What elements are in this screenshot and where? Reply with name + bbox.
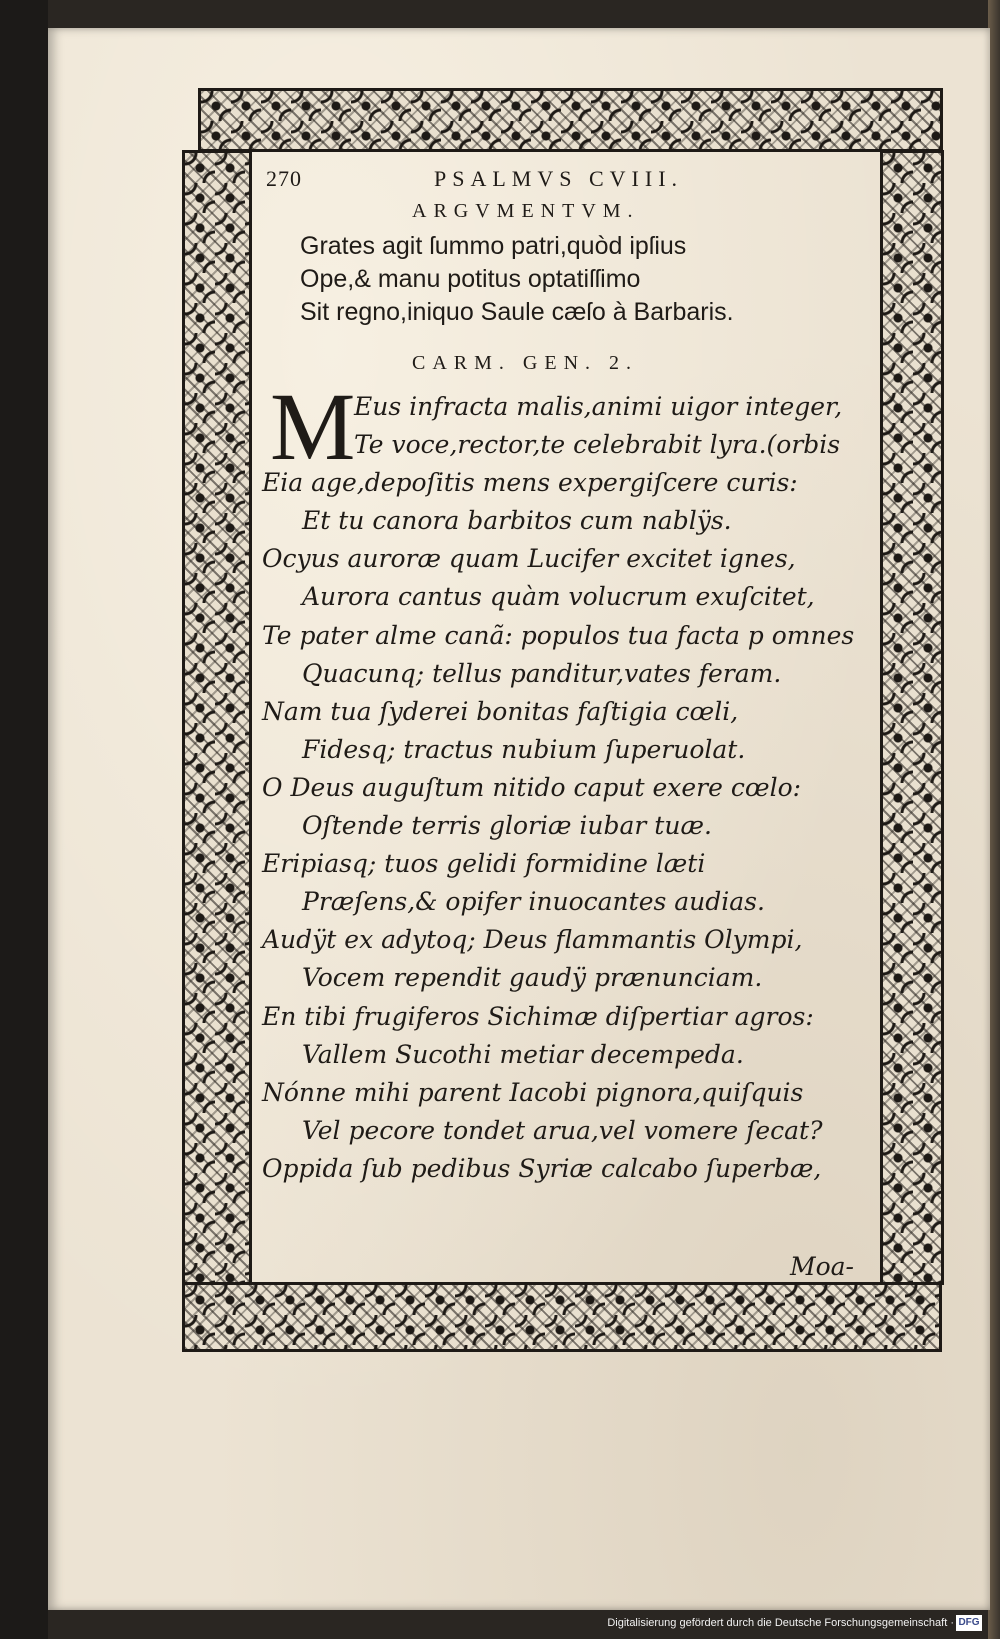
digitization-credit: Digitalisierung gefördert durch die Deutsche Forschungsgemeinschaft · <box>607 1617 954 1629</box>
poem-line: Nónne mihi parent Iacobi pignora,quiſquis <box>262 1077 804 1107</box>
poem-line: Fidesq; tractus nubium ſuperuolat. <box>302 734 746 764</box>
poem-line: Nam tua ſyderei bonitas faſtigia cœli, <box>262 696 739 726</box>
poem-line: Eia age,depoſitis mens expergiſcere curis: <box>262 468 798 498</box>
argument-text <box>300 230 820 329</box>
poem-line: En tibi frugiferos Sichimæ diſpertiar agros: <box>262 1001 814 1031</box>
book-binding-left <box>0 0 48 1639</box>
poem-line: Te voce,rector,te celebrabit lyra.(orbis <box>354 430 841 460</box>
poem-line: Et tu canora barbitos cum nablÿs. <box>302 506 732 536</box>
ornamental-border-top <box>198 88 943 152</box>
poem-line: Vallem Sucothi metiar decempeda. <box>302 1039 744 1069</box>
poem-line: O Deus auguſtum nitido caput exere cœlo: <box>262 772 802 802</box>
argument-line: Grates agit ſummo patri,quòd ipſius <box>300 232 687 260</box>
poem-line: Ocyus auroræ quam Lucifer excitet ignes, <box>262 544 796 574</box>
poem-text <box>262 373 874 1188</box>
meter-heading: CARM. GEN. 2. <box>412 352 639 374</box>
poem-line: Aurora cantus quàm volucrum exuſcitet, <box>302 582 815 612</box>
argument-line: Sit regno,iniquo Saule cæſo à Barbaris. <box>300 298 734 326</box>
argument-heading: ARGVMENTVM. <box>412 200 640 222</box>
poem-line: Te pater alme canã: populos tua facta p omnes <box>262 620 855 650</box>
poem-line: Audÿt ex adytoq; Deus flammantis Olympi, <box>262 925 803 955</box>
page-number: 270 <box>266 166 302 191</box>
poem-line: Oſtende terris gloriæ iubar tuæ. <box>302 811 712 841</box>
ornamental-border-bottom <box>182 1282 942 1352</box>
argument-line: Ope,& manu potitus optatiſſimo <box>300 265 641 293</box>
ornamental-border-left <box>182 150 252 1285</box>
poem-line: Quacunq; tellus panditur,vates feram. <box>302 658 782 688</box>
dfg-logo: DFG <box>956 1615 982 1631</box>
running-title: PSALMVS CVIII. <box>434 166 684 191</box>
text-block <box>262 160 874 1280</box>
poem-line: Vocem rependit gaudÿ prænunciam. <box>302 963 763 993</box>
ornamental-border-right <box>880 150 944 1285</box>
poem-line: Vel pecore tondet arua,vel vomere ſecat? <box>302 1115 823 1145</box>
poem-line: Eus infracta malis,animi uigor integer, <box>354 392 843 421</box>
running-head <box>266 160 866 196</box>
poem-line: Oppida ſub pedibus Syriæ calcabo ſuperbæ, <box>262 1153 822 1183</box>
poem-line: Præſens,& opifer inuocantes audias. <box>302 887 765 917</box>
catchword: Moa- <box>789 1252 854 1281</box>
drop-cap-initial: M <box>270 373 356 480</box>
poem-line: Eripiasq; tuos gelidi formidine læti <box>262 849 706 879</box>
